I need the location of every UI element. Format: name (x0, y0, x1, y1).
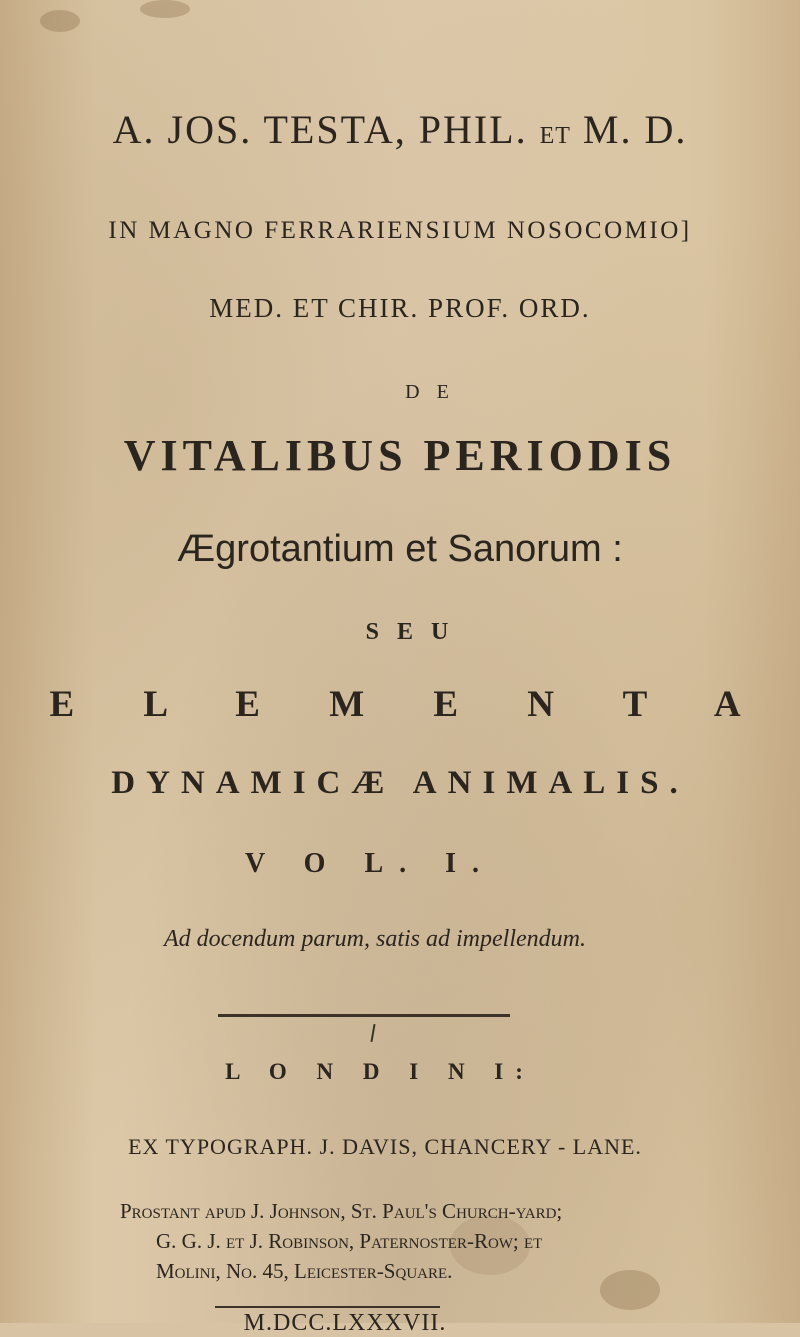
title-main: VITALIBUS PERIODIS (123, 431, 677, 480)
imprint-line-1: Prostant apud J. Johnson, St. Paul's Church-yard; (120, 1199, 563, 1223)
divider-rule (218, 1014, 510, 1017)
imprint-block (120, 1196, 720, 1286)
divider-rule-2 (215, 1306, 440, 1308)
ink-blot (40, 10, 80, 32)
title-sub: Ægrotantium et Sanorum : (177, 528, 623, 570)
elementa-line: E L E M E N T A (49, 684, 771, 725)
year-line: M.DCC.LXXXVII. (243, 1310, 447, 1336)
de-line: D E (405, 381, 455, 403)
author-degree: M. D. (582, 107, 688, 152)
imprint-line-2: G. G. J. et J. Robinson, Paternoster-Row; et (156, 1229, 543, 1253)
author-name: A. JOS. TESTA, PHIL. (112, 107, 528, 152)
author-et: ET (539, 123, 571, 149)
professor-line: MED. ET CHIR. PROF. ORD. (209, 293, 591, 323)
author-line (0, 106, 800, 153)
volume-line: V O L. I. (244, 848, 496, 879)
motto: Ad docendum parum, satis ad impellendum. (164, 926, 586, 952)
stray-mark (370, 1024, 375, 1042)
hospital-line: IN MAGNO FERRARIENSIUM NOSOCOMIO] (108, 217, 692, 244)
city-line: L O N D I N I: (225, 1059, 535, 1084)
seu-line: S E U (365, 619, 455, 645)
dynamicae-line: DYNAMICÆ ANIMALIS. (111, 765, 689, 801)
imprint-line-3: Molini, No. 45, Leicester-Square. (156, 1259, 453, 1283)
printer-line: EX TYPOGRAPH. J. DAVIS, CHANCERY - LANE. (128, 1134, 642, 1159)
ink-blot (140, 0, 190, 18)
